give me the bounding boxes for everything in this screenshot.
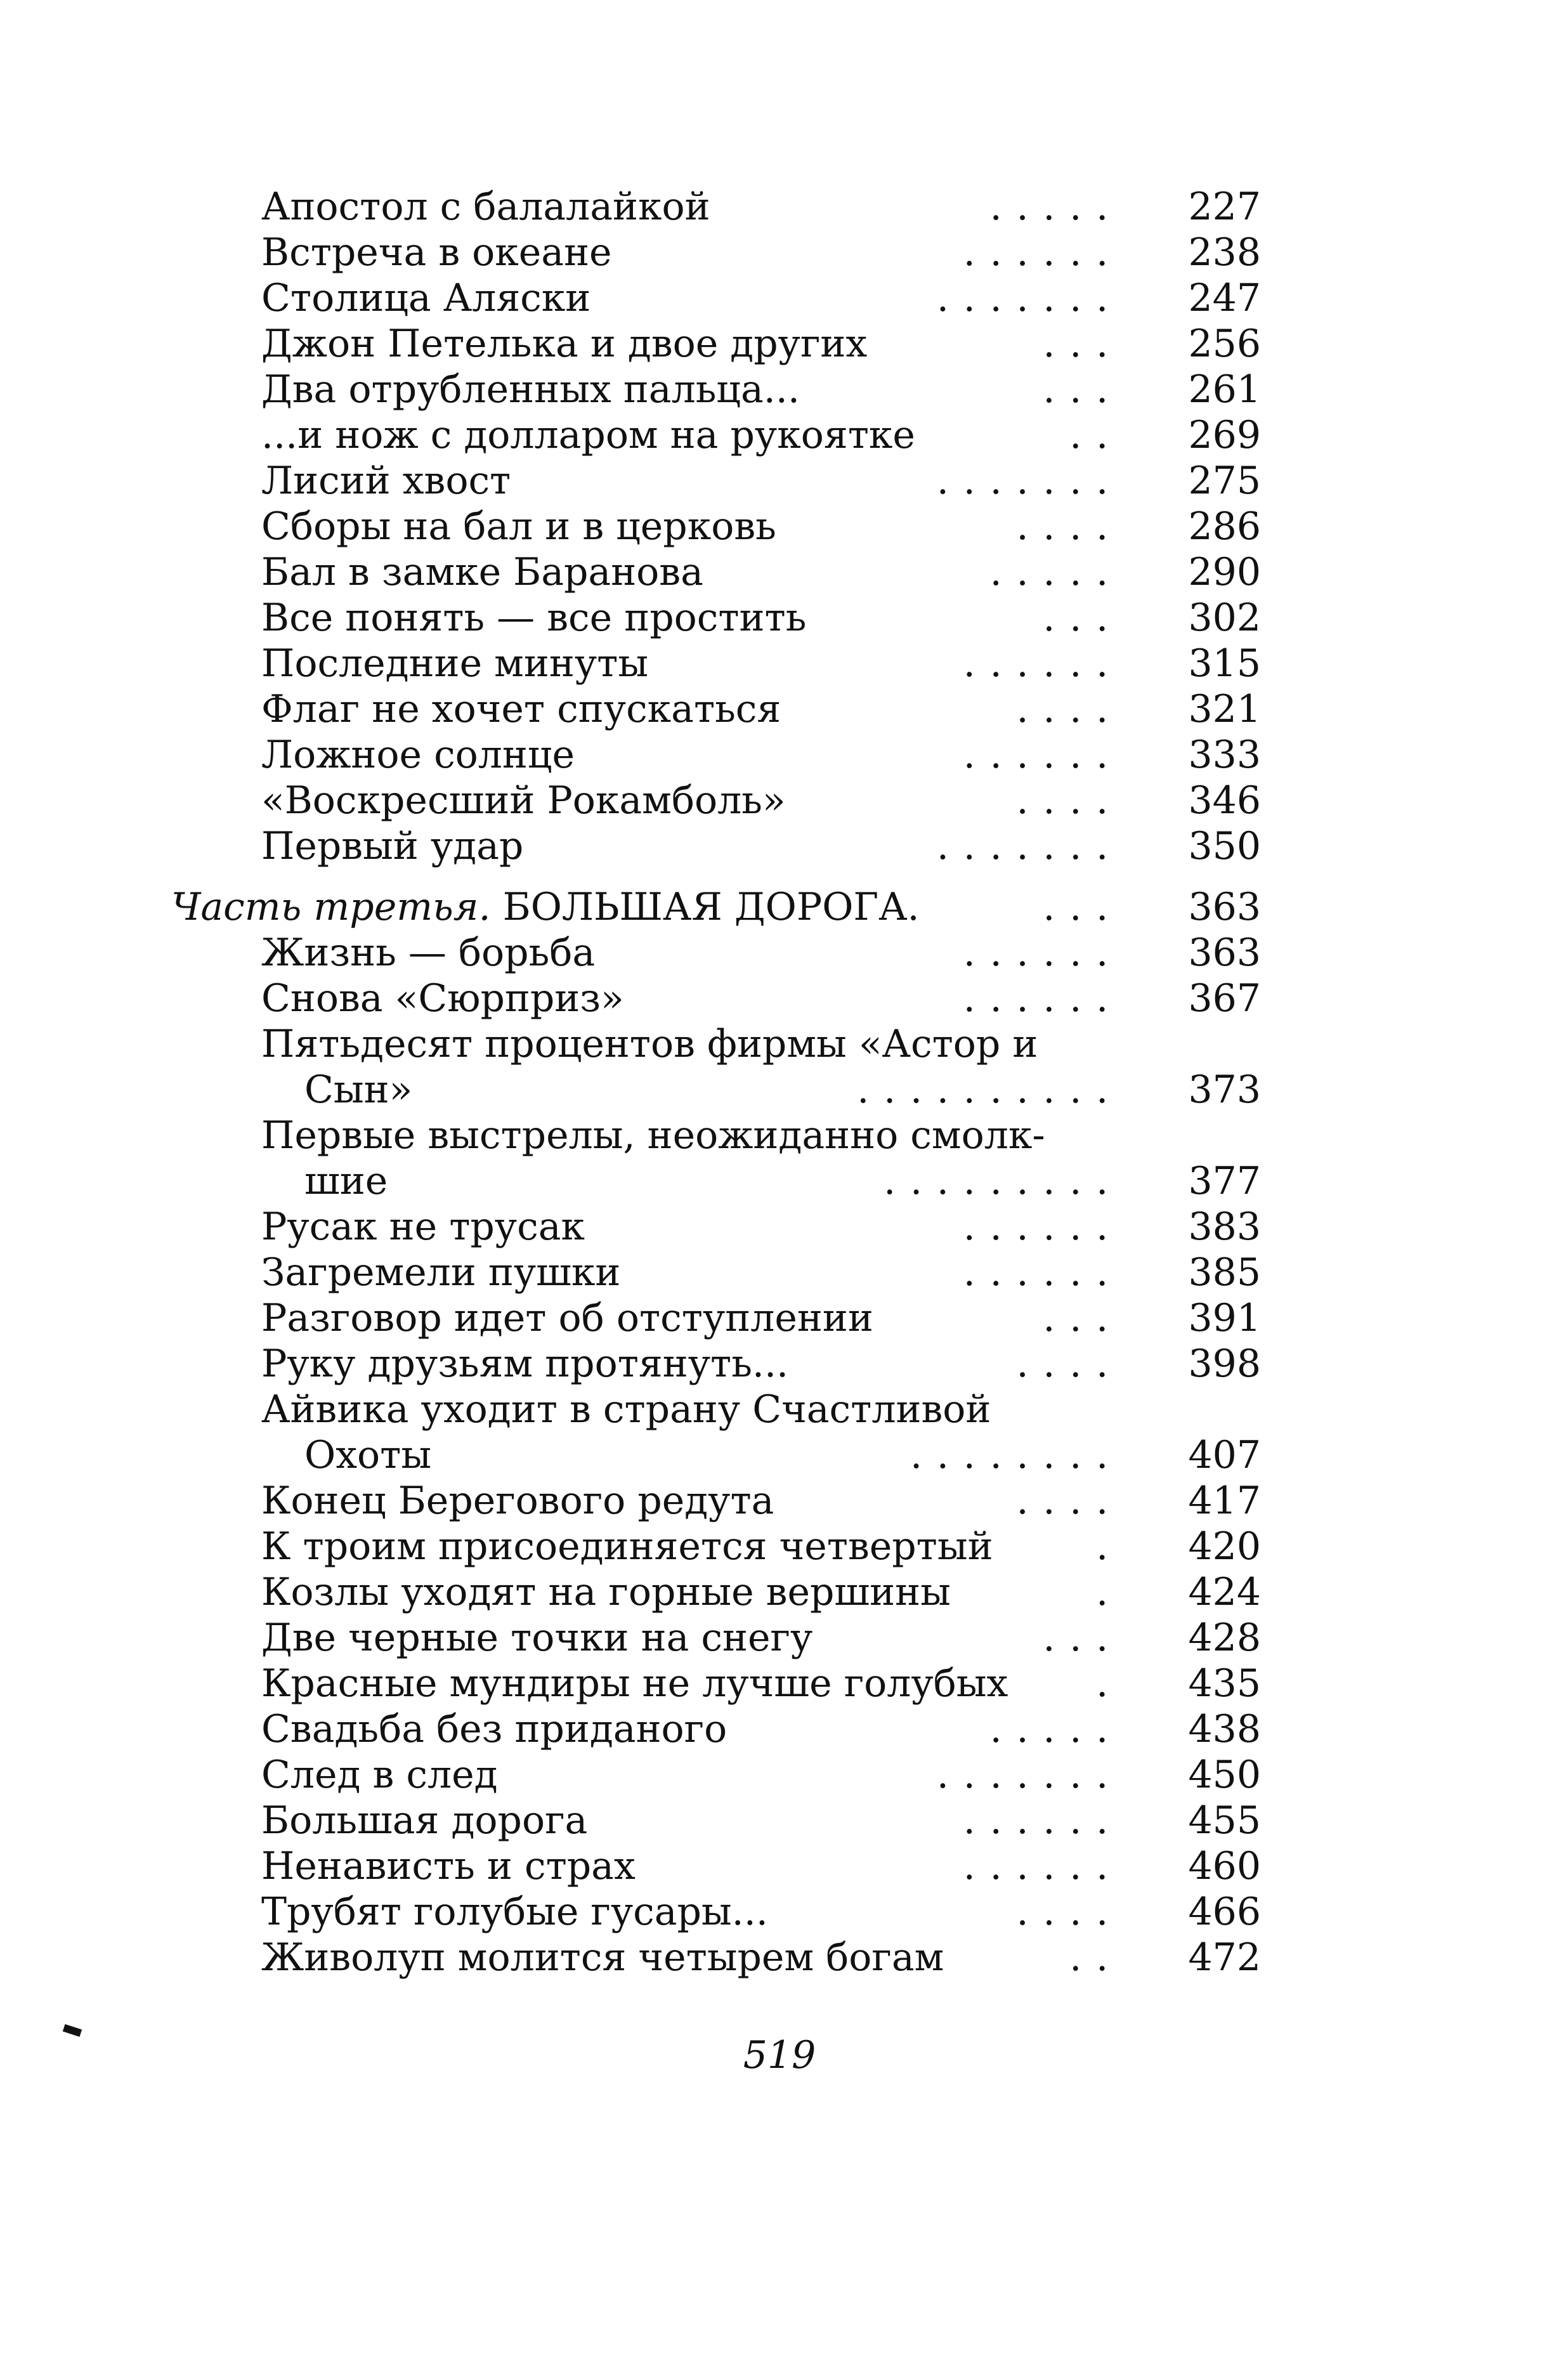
- toc-entry-title: Конец Берегового редута: [261, 1479, 774, 1523]
- toc-entry: [0, 1113, 1559, 1204]
- toc-entry: [0, 641, 1559, 686]
- dot-leader: .......: [936, 1753, 1123, 1797]
- dot-leader: ......: [963, 931, 1123, 975]
- toc-entry-title: Свадьба без приданого: [261, 1707, 727, 1751]
- toc-entry-page-number: 424: [1188, 1570, 1261, 1614]
- toc-entry-title-continuation: Охоты: [304, 1433, 432, 1477]
- toc-entry: [0, 1661, 1559, 1706]
- toc-entry-title: След в след: [261, 1753, 498, 1797]
- toc-entry: [0, 412, 1559, 458]
- toc-entry-page-number: 385: [1188, 1250, 1261, 1295]
- dot-leader: .: [1096, 1661, 1123, 1706]
- toc-entry-page-number: 383: [1188, 1205, 1261, 1249]
- dot-leader: .........: [884, 1159, 1123, 1203]
- toc-entry-title: Две черные точки на снегу: [261, 1616, 813, 1660]
- toc-entry: [0, 1341, 1559, 1387]
- dot-leader: ......: [963, 1250, 1123, 1295]
- toc-entry-title: Бал в замке Баранова: [261, 550, 703, 594]
- dot-leader: ....: [1016, 504, 1123, 549]
- toc-entry-title: [171, 884, 920, 930]
- dot-leader: ....: [1016, 778, 1123, 823]
- toc-entry-title: Загремели пушки: [261, 1250, 621, 1295]
- dot-leader: .......: [936, 459, 1123, 503]
- table-of-contents: [0, 184, 1559, 1980]
- dot-leader: ...: [1043, 322, 1123, 366]
- dot-leader: ......: [963, 733, 1123, 777]
- dot-leader: ....: [1016, 1342, 1123, 1386]
- toc-entry: [0, 778, 1559, 823]
- toc-entry-title: Разговор идет об отступлении: [261, 1296, 873, 1340]
- toc-entry: [0, 976, 1559, 1021]
- toc-entry-page-number: 472: [1188, 1935, 1261, 1980]
- toc-entry-page-number: 398: [1188, 1342, 1261, 1386]
- toc-entry-page-number: 466: [1188, 1890, 1261, 1934]
- toc-entry-page-number: 373: [1188, 1068, 1261, 1112]
- toc-entry-title: Встреча в океане: [261, 230, 612, 275]
- toc-entry-title: Жизнь — борьба: [261, 931, 596, 975]
- toc-entry-title: Трубят голубые гусары...: [261, 1890, 768, 1934]
- toc-entry-title: Джон Петелька и двое других: [261, 322, 868, 366]
- toc-entry: [0, 549, 1559, 595]
- toc-entry-title: Два отрубленных пальца...: [261, 367, 800, 412]
- toc-entry-page-number: 438: [1188, 1707, 1261, 1751]
- toc-entry-page-number: 256: [1188, 322, 1261, 366]
- toc-entry-title: Снова «Сюрприз»: [261, 976, 624, 1021]
- toc-entry: [0, 1706, 1559, 1752]
- dot-leader: .......: [936, 276, 1123, 320]
- toc-entry: [0, 1524, 1559, 1569]
- toc-entry-title: Живолуп молится четырем богам: [261, 1935, 944, 1980]
- toc-entry-page-number: 363: [1188, 885, 1261, 929]
- toc-part-heading: [0, 884, 1559, 930]
- toc-entry-page-number: 275: [1188, 459, 1261, 503]
- toc-entry-page-number: 450: [1188, 1753, 1261, 1797]
- toc-entry-page-number: 333: [1188, 733, 1261, 777]
- dot-leader: ....: [1016, 1890, 1123, 1934]
- toc-entry-title: Сборы на бал и в церковь: [261, 504, 776, 549]
- dot-leader: .....: [989, 1707, 1123, 1751]
- toc-entry-title: Русак не трусак: [261, 1205, 585, 1249]
- toc-entry: [0, 275, 1559, 321]
- toc-entry-page-number: 269: [1188, 413, 1261, 457]
- toc-entry-page-number: 377: [1188, 1159, 1261, 1203]
- toc-entry-page-number: 350: [1188, 824, 1261, 868]
- part-label: Часть третья.: [171, 885, 491, 929]
- toc-entry-title: Ненависть и страх: [261, 1844, 636, 1888]
- toc-entry-title: Флаг не хочет спускаться: [261, 687, 781, 731]
- toc-entry-page-number: 290: [1188, 550, 1261, 594]
- toc-entry: [0, 1889, 1559, 1935]
- toc-entry: [0, 1752, 1559, 1798]
- toc-entry: [0, 1935, 1559, 1980]
- part-title: БОЛЬШАЯ ДОРОГА.: [502, 885, 920, 929]
- dot-leader: ...: [1043, 885, 1123, 929]
- toc-entry-page-number: 315: [1188, 641, 1261, 686]
- toc-entry-page-number: 455: [1188, 1798, 1261, 1843]
- dot-leader: ...: [1043, 1616, 1123, 1660]
- toc-entry: [0, 230, 1559, 275]
- dot-leader: ........: [910, 1433, 1123, 1477]
- toc-entry: [0, 930, 1559, 976]
- toc-entry-title: Пятьдесят процентов фирмы «Астор и: [261, 1022, 1038, 1066]
- toc-entry-page-number: 391: [1188, 1296, 1261, 1340]
- toc-entry-page-number: 420: [1188, 1524, 1261, 1569]
- toc-entry-page-number: 286: [1188, 504, 1261, 549]
- toc-entry: [0, 1295, 1559, 1341]
- toc-entry-title: К троим присоединяется четвертый: [261, 1524, 993, 1569]
- toc-entry: [0, 458, 1559, 504]
- toc-entry-title: Столица Аляски: [261, 276, 591, 320]
- page-number: 519: [743, 2033, 816, 2077]
- toc-entry: [0, 367, 1559, 412]
- dot-leader: ....: [1016, 687, 1123, 731]
- toc-entry: [0, 686, 1559, 732]
- toc-entry: [0, 823, 1559, 869]
- toc-entry: [0, 321, 1559, 367]
- toc-entry-page-number: 302: [1188, 596, 1261, 640]
- toc-entry-page-number: 435: [1188, 1661, 1261, 1706]
- toc-entry-title: Апостол с балалайкой: [261, 185, 710, 229]
- dot-leader: ...: [1043, 367, 1123, 412]
- dot-leader: ......: [963, 976, 1123, 1021]
- toc-entry-title: «Воскресший Рокамболь»: [261, 778, 786, 823]
- toc-entry-title: Первый удар: [261, 824, 524, 868]
- toc-entry-page-number: 227: [1188, 185, 1261, 229]
- dot-leader: ..: [1069, 413, 1123, 457]
- toc-entry: [0, 1021, 1559, 1113]
- toc-entry-page-number: 417: [1188, 1479, 1261, 1523]
- toc-entry-title: Козлы уходят на горные вершины: [261, 1570, 951, 1614]
- toc-entry-title: Лисий хвост: [261, 459, 511, 503]
- toc-entry-page-number: 261: [1188, 367, 1261, 412]
- toc-entry-title: Первые выстрелы, неожиданно смолк-: [261, 1113, 1045, 1158]
- toc-entry-title: Последние минуты: [261, 641, 649, 686]
- dot-leader: ......: [963, 230, 1123, 275]
- toc-entry: [0, 1478, 1559, 1524]
- toc-entry-page-number: 428: [1188, 1616, 1261, 1660]
- dot-leader: ......: [963, 1205, 1123, 1249]
- toc-entry: [0, 595, 1559, 641]
- toc-entry-title: ...и нож с долларом на рукоятке: [261, 413, 915, 457]
- toc-entry-page-number: 407: [1188, 1433, 1261, 1477]
- toc-entry-title: Большая дорога: [261, 1798, 588, 1843]
- dot-leader: .......: [936, 824, 1123, 868]
- toc-entry: [0, 184, 1559, 230]
- dot-leader: ......: [963, 641, 1123, 686]
- dot-leader: .....: [989, 550, 1123, 594]
- toc-entry-title: Красные мундиры не лучше голубых: [261, 1661, 1008, 1706]
- toc-entry-page-number: 346: [1188, 778, 1261, 823]
- toc-entry-page-number: 460: [1188, 1844, 1261, 1888]
- toc-entry-page-number: 247: [1188, 276, 1261, 320]
- toc-entry: [0, 1387, 1559, 1478]
- dot-leader: ....: [1016, 1479, 1123, 1523]
- dot-leader: ...: [1043, 1296, 1123, 1340]
- dot-leader: ......: [963, 1844, 1123, 1888]
- dot-leader: ......: [963, 1798, 1123, 1843]
- toc-entry: [0, 1250, 1559, 1295]
- toc-entry-page-number: 238: [1188, 230, 1261, 275]
- toc-entry: [0, 504, 1559, 549]
- dot-leader: ..........: [857, 1068, 1123, 1112]
- toc-entry: [0, 1615, 1559, 1661]
- dot-leader: .: [1096, 1524, 1123, 1569]
- toc-entry: [0, 1569, 1559, 1615]
- dot-leader: ..: [1069, 1935, 1123, 1980]
- toc-entry-title-continuation: Сын»: [304, 1068, 413, 1112]
- toc-entry-page-number: 321: [1188, 687, 1261, 731]
- dot-leader: .: [1096, 1570, 1123, 1614]
- toc-entry-title: Руку друзьям протянуть...: [261, 1342, 789, 1386]
- toc-entry: [0, 1843, 1559, 1889]
- toc-entry-title-continuation: шие: [304, 1159, 388, 1203]
- toc-entry: [0, 1798, 1559, 1843]
- dot-leader: .....: [989, 185, 1123, 229]
- toc-entry-page-number: 363: [1188, 931, 1261, 975]
- toc-entry: [0, 732, 1559, 778]
- toc-entry-title: Айвика уходит в страну Счастливой: [261, 1387, 991, 1432]
- toc-entry-page-number: 367: [1188, 976, 1261, 1021]
- toc-entry: [0, 1204, 1559, 1250]
- toc-entry-title: Ложное солнце: [261, 733, 575, 777]
- toc-entry-title: Все понять — все простить: [261, 596, 807, 640]
- dot-leader: ...: [1043, 596, 1123, 640]
